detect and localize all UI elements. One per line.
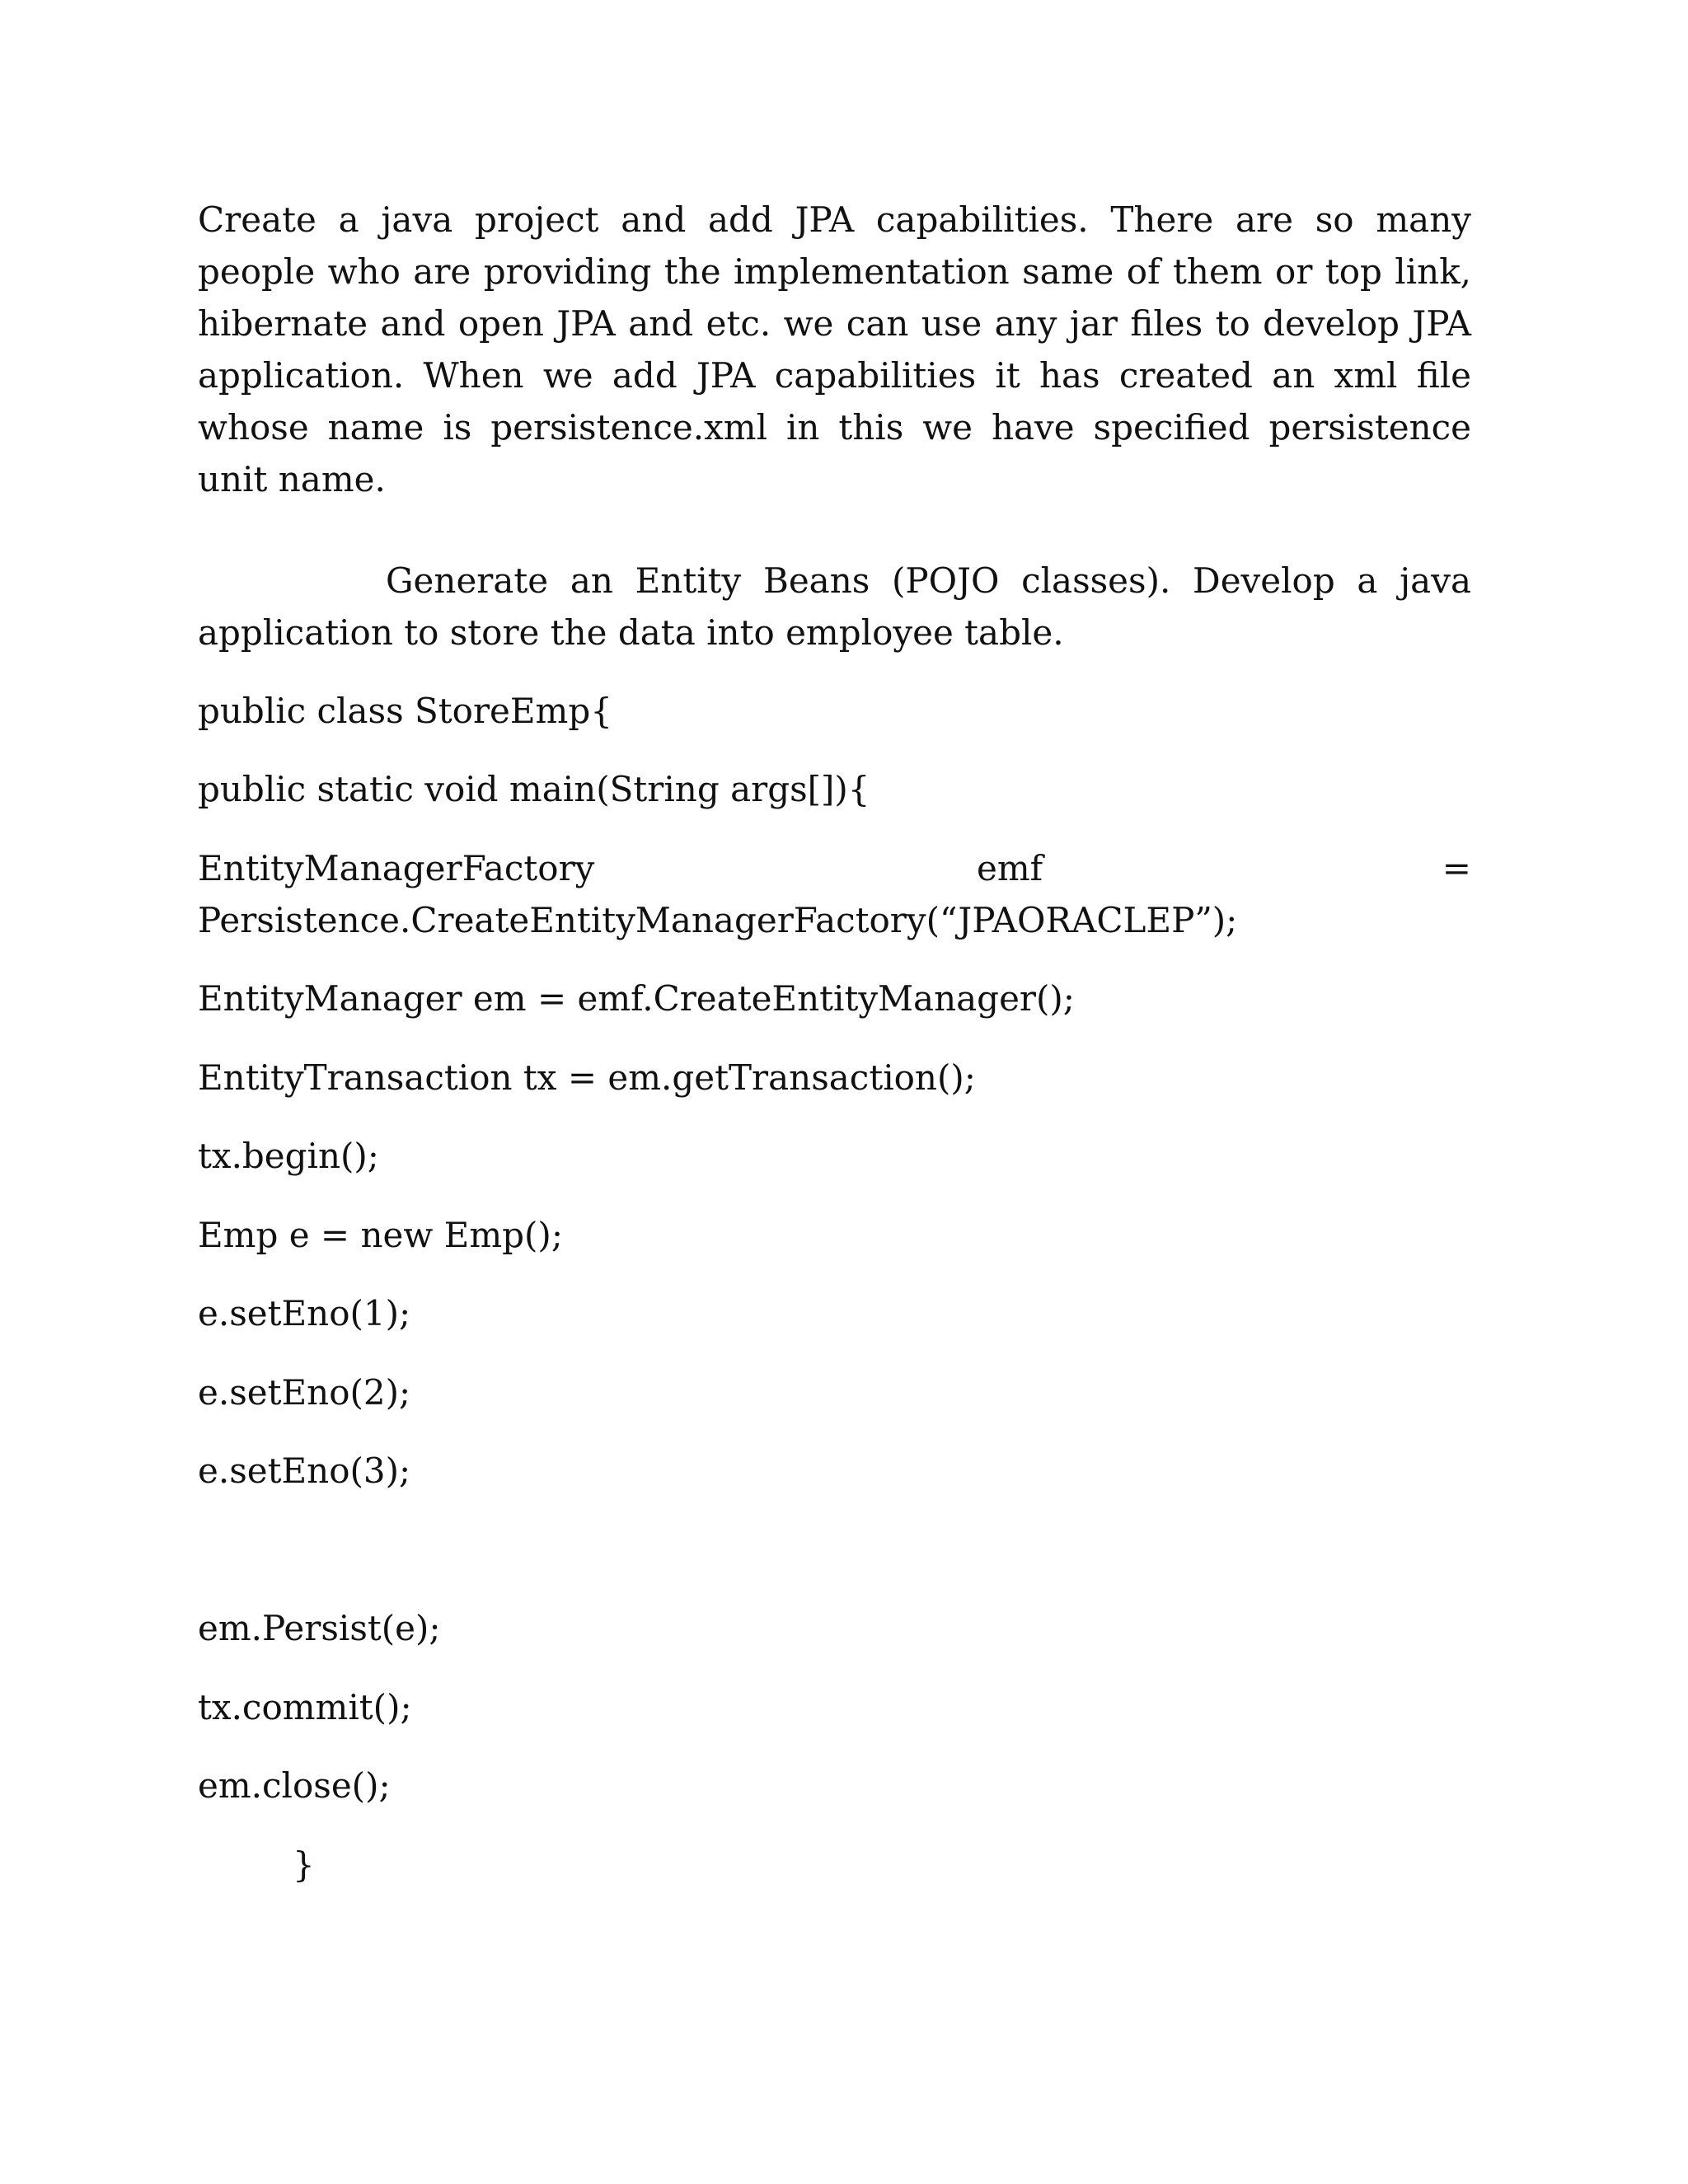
code-emf-initializer: Persistence.CreateEntityManagerFactory(“JPAORACLEP”); <box>198 900 1238 940</box>
code-set-eno-3: e.setEno(3); <box>198 1451 411 1491</box>
code-class-declaration: public class StoreEmp{ <box>198 691 612 731</box>
code-transaction-line: EntityTransaction tx = em.getTransaction(); <box>198 1057 976 1098</box>
code-close-line: em.close(); <box>198 1765 391 1806</box>
entity-beans-text: Generate an Entity Beans (POJO classes). Develop a java application to store the data into employee table. <box>198 560 1471 653</box>
intro-paragraph: Create a java project and add JPA capabilities. There are so many people who are providing the implementation same of them or top link, hibernate and open JPA and etc. we can use any jar files to develop JPA application. When we add JPA capabilities it has created an xml file whose name is persistence.xml in this we have specified persistence unit name. <box>198 199 1471 499</box>
code-set-eno-1: e.setEno(1); <box>198 1293 411 1333</box>
code-persist-line: em.Persist(e); <box>198 1608 441 1648</box>
code-begin-line: tx.begin(); <box>198 1136 379 1176</box>
code-set-eno-2: e.setEno(2); <box>198 1372 411 1413</box>
code-emf-equals: = <box>1442 848 1471 888</box>
code-emf-type: EntityManagerFactory <box>198 848 595 888</box>
code-closing-brace: } <box>293 1844 315 1885</box>
code-main-declaration: public static void main(String args[]){ <box>198 769 870 809</box>
code-new-emp-line: Emp e = new Emp(); <box>198 1215 563 1255</box>
code-emf-variable: emf <box>977 848 1043 888</box>
code-emf-declaration <box>198 842 1471 894</box>
entity-beans-paragraph <box>198 555 1471 658</box>
code-commit-line: tx.commit(); <box>198 1687 412 1727</box>
code-entity-manager-line: EntityManager em = emf.CreateEntityManager(); <box>198 978 1075 1019</box>
